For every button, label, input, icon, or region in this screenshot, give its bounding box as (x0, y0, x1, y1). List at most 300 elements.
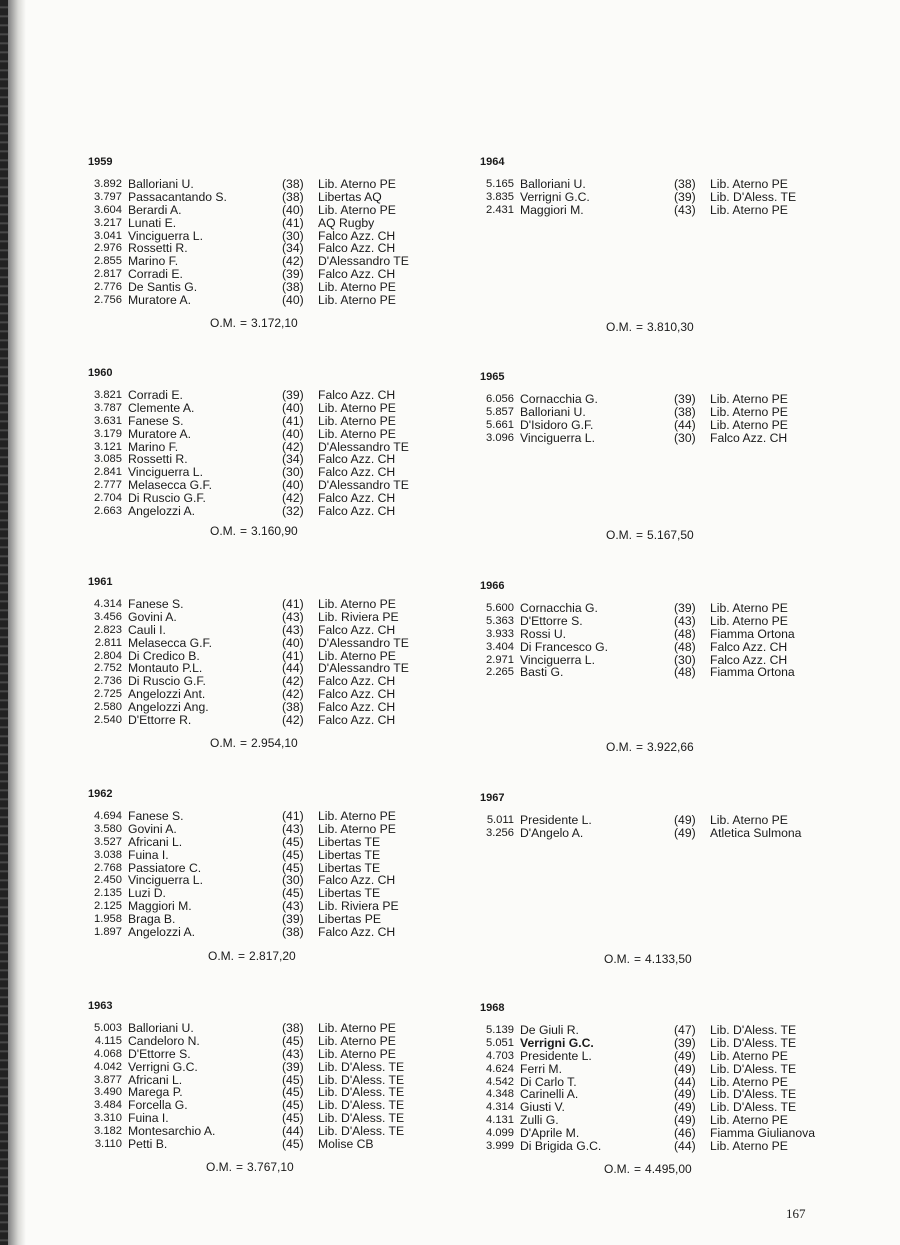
age-category: (30) (282, 873, 304, 888)
age-category: (30) (282, 465, 304, 480)
score: 3.604 (94, 203, 122, 216)
om-summary (606, 740, 698, 754)
club-name: Falco Azz. CH (318, 452, 396, 467)
age-category: (32) (282, 504, 304, 519)
club-name: Falco Azz. CH (710, 652, 788, 667)
athlete-name: D'Angelo A. (520, 825, 584, 840)
club-name: Libertas TE (318, 886, 381, 901)
result-row (478, 178, 838, 191)
results-list (86, 178, 446, 307)
athlete-name: Passiatore C. (128, 860, 202, 875)
result-row (86, 428, 446, 441)
result-row (478, 602, 838, 615)
score: 3.179 (94, 427, 122, 440)
score: 2.976 (94, 242, 122, 255)
club-name: Lib. D'Aless. TE (318, 1085, 405, 1100)
club-name: Lib. D'Aless. TE (710, 189, 797, 204)
score: 2.971 (486, 653, 514, 666)
om-value: 2.954,10 (251, 736, 298, 750)
om-label: O.M. (210, 524, 236, 538)
athlete-name: Cauli I. (128, 622, 166, 637)
score: 3.787 (94, 401, 122, 414)
results-list (478, 602, 838, 679)
score: 4.099 (486, 1127, 514, 1140)
club-name: Lib. Aterno PE (318, 426, 396, 441)
om-equals: = (240, 524, 248, 538)
club-name: Lib. Aterno PE (710, 1048, 788, 1063)
result-row (478, 1050, 838, 1063)
om-value: 3.767,10 (247, 1160, 294, 1174)
club-name: Libertas AQ (318, 189, 382, 204)
age-category: (45) (282, 886, 304, 901)
club-name: Falco Azz. CH (318, 873, 396, 888)
age-category: (38) (674, 404, 696, 419)
age-category: (42) (282, 439, 304, 454)
om-equals: = (636, 740, 644, 754)
club-name: Lib. Aterno PE (318, 809, 396, 823)
athlete-name: Fanese S. (128, 809, 184, 823)
club-name: Atletica Sulmona (710, 825, 802, 840)
age-category: (38) (282, 177, 304, 191)
om-value: 3.810,30 (647, 320, 694, 334)
score: 4.115 (94, 1034, 122, 1047)
score: 3.041 (94, 229, 122, 242)
om-equals: = (634, 952, 642, 966)
athlete-name: Africani L. (128, 834, 183, 849)
club-name: Falco Azz. CH (318, 267, 396, 282)
om-label: O.M. (606, 320, 632, 334)
club-name: D'Alessandro TE (318, 478, 409, 493)
result-row (86, 204, 446, 217)
club-name: Libertas PE (318, 912, 382, 927)
club-name: Lib. Aterno PE (318, 177, 396, 191)
age-category: (44) (282, 661, 304, 676)
age-category: (34) (282, 241, 304, 256)
athlete-name: Fanese S. (128, 597, 184, 611)
score: 4.131 (486, 1114, 514, 1127)
result-row (86, 714, 446, 727)
club-name: Libertas TE (318, 860, 381, 875)
club-name: Falco Azz. CH (318, 491, 396, 506)
age-category: (30) (674, 430, 696, 445)
age-category: (49) (674, 1100, 696, 1115)
age-category: (40) (282, 426, 304, 441)
age-category: (45) (282, 1072, 304, 1087)
om-summary (206, 1160, 298, 1174)
athlete-name: Giusti V. (520, 1100, 565, 1115)
age-category: (34) (282, 452, 304, 467)
age-category: (47) (674, 1023, 696, 1037)
score: 5.661 (486, 418, 514, 431)
score: 2.855 (94, 255, 122, 268)
age-category: (39) (282, 388, 304, 402)
athlete-name: Candeloro N. (128, 1033, 200, 1048)
club-name: Lib. D'Aless. TE (710, 1035, 797, 1050)
age-category: (39) (674, 189, 696, 204)
club-name: Fiamma Ortona (710, 626, 795, 641)
score: 4.314 (486, 1101, 514, 1114)
club-name: D'Alessandro TE (318, 439, 409, 454)
om-label: O.M. (206, 1160, 232, 1174)
age-category: (41) (282, 648, 304, 663)
age-category: (41) (282, 413, 304, 428)
age-category: (39) (674, 601, 696, 615)
club-name: Lib. D'Aless. TE (710, 1087, 797, 1102)
score: 2.823 (94, 623, 122, 636)
age-category: (40) (282, 202, 304, 217)
result-row (86, 598, 446, 611)
age-category: (30) (282, 228, 304, 243)
athlete-name: D'Isidoro G.F. (520, 417, 594, 432)
score: 3.085 (94, 453, 122, 466)
om-label: O.M. (210, 316, 236, 330)
result-row (86, 415, 446, 428)
athlete-name: Di Francesco G. (520, 639, 609, 654)
score: 1.958 (94, 913, 122, 926)
result-row (478, 1140, 838, 1153)
age-category: (49) (674, 1048, 696, 1063)
score: 3.182 (94, 1125, 122, 1138)
athlete-name: Forcella G. (128, 1098, 188, 1113)
athlete-name: Balloriani U. (128, 177, 194, 191)
year-heading: 1965 (480, 371, 505, 383)
results-list (478, 1024, 838, 1153)
year-heading: 1966 (480, 580, 505, 592)
athlete-name: Petti B. (128, 1137, 168, 1152)
om-equals: = (240, 316, 248, 330)
club-name: Fiamma Ortona (710, 665, 795, 680)
age-category: (45) (282, 1137, 304, 1152)
athlete-name: Angelozzi A. (128, 504, 196, 519)
score: 2.811 (94, 636, 122, 649)
club-name: Falco Azz. CH (318, 687, 396, 702)
athlete-name: Lunati E. (128, 215, 177, 230)
year-heading: 1964 (480, 156, 505, 168)
score: 2.704 (94, 492, 122, 505)
age-category: (43) (674, 613, 696, 628)
age-category: (49) (674, 1087, 696, 1102)
age-category: (40) (282, 635, 304, 650)
result-row (478, 406, 838, 419)
athlete-name: Verrigni G.C. (520, 1035, 594, 1050)
om-equals: = (636, 320, 644, 334)
athlete-name: Zulli G. (520, 1113, 559, 1128)
result-row (86, 294, 446, 307)
club-name: Molise CB (318, 1137, 374, 1152)
club-name: Lib. Aterno PE (318, 1033, 396, 1048)
athlete-name: D'Ettorre S. (520, 613, 583, 628)
age-category: (48) (674, 665, 696, 680)
club-name: Lib. Aterno PE (318, 1046, 396, 1061)
score: 2.540 (94, 714, 122, 727)
club-name: Falco Azz. CH (710, 639, 788, 654)
result-row (86, 1061, 446, 1074)
score: 2.135 (94, 887, 122, 900)
score: 5.857 (486, 405, 514, 418)
club-name: Lib. Riviera PE (318, 609, 399, 624)
age-category: (40) (282, 293, 304, 308)
score: 4.703 (486, 1049, 514, 1062)
athlete-name: D'Aprile M. (520, 1126, 580, 1141)
age-category: (38) (282, 925, 304, 940)
club-name: Falco Azz. CH (318, 504, 396, 519)
athlete-name: Luzi D. (128, 886, 166, 901)
score: 5.600 (486, 602, 514, 614)
score: 4.068 (94, 1047, 122, 1060)
result-row (478, 419, 838, 432)
athlete-name: Balloriani U. (520, 404, 586, 419)
athlete-name: Di Credico B. (128, 648, 200, 663)
age-category: (45) (282, 847, 304, 862)
athlete-name: Di Brigida G.C. (520, 1139, 602, 1154)
om-equals: = (240, 736, 248, 750)
athlete-name: Passacantando S. (128, 189, 227, 204)
age-category: (42) (282, 674, 304, 689)
age-category: (38) (674, 177, 696, 191)
club-name: Lib. Aterno PE (710, 417, 788, 432)
result-row (86, 505, 446, 518)
age-category: (43) (282, 821, 304, 836)
score: 3.892 (94, 178, 122, 190)
score: 4.694 (94, 810, 122, 822)
score: 3.456 (94, 610, 122, 623)
results-list (86, 389, 446, 518)
athlete-name: Vinciguerra L. (128, 465, 203, 480)
club-name: Lib. Aterno PE (318, 821, 396, 836)
age-category: (43) (674, 202, 696, 217)
result-row (86, 217, 446, 230)
athlete-name: Verrigni G.C. (520, 189, 590, 204)
score: 3.310 (94, 1112, 122, 1125)
om-label: O.M. (606, 528, 632, 542)
score: 3.256 (486, 826, 514, 839)
age-category: (49) (674, 1113, 696, 1128)
score: 3.490 (94, 1086, 122, 1099)
score: 4.314 (94, 598, 122, 610)
club-name: Falco Azz. CH (710, 430, 788, 445)
year-heading: 1962 (88, 788, 113, 800)
age-category: (45) (282, 834, 304, 849)
score: 3.217 (94, 216, 122, 229)
athlete-name: De Giuli R. (520, 1023, 579, 1037)
club-name: Libertas TE (318, 847, 381, 862)
club-name: Lib. Riviera PE (318, 899, 399, 914)
club-name: Lib. D'Aless. TE (318, 1124, 405, 1139)
athlete-name: Marino F. (128, 254, 179, 269)
score: 2.580 (94, 701, 122, 714)
score: 3.999 (486, 1140, 514, 1153)
club-name: Falco Azz. CH (318, 700, 396, 715)
score: 2.776 (94, 281, 122, 294)
results-list (86, 598, 446, 727)
athlete-name: Montesarchio A. (128, 1124, 216, 1139)
athlete-name: Ferri M. (520, 1061, 562, 1076)
score: 4.542 (486, 1075, 514, 1088)
athlete-name: Corradi E. (128, 388, 183, 402)
athlete-name: Clemente A. (128, 400, 195, 415)
result-row (478, 191, 838, 204)
score: 2.817 (94, 268, 122, 281)
year-heading: 1960 (88, 367, 113, 379)
age-category: (45) (282, 1111, 304, 1126)
athlete-name: Di Carlo T. (520, 1074, 577, 1089)
athlete-name: Marino F. (128, 439, 179, 454)
om-summary (210, 524, 302, 538)
club-name: Lib. Aterno PE (318, 1021, 396, 1035)
athlete-name: Vinciguerra L. (520, 430, 595, 445)
om-summary (604, 1162, 696, 1176)
athlete-name: Govini A. (128, 821, 177, 836)
book-binding-edge (0, 0, 8, 1245)
score: 3.096 (486, 431, 514, 444)
club-name: Lib. Aterno PE (710, 601, 788, 615)
score: 3.877 (94, 1073, 122, 1086)
athlete-name: Di Ruscio G.F. (128, 674, 206, 689)
year-heading: 1961 (88, 576, 113, 588)
athlete-name: Vinciguerra L. (128, 228, 203, 243)
result-row (478, 628, 838, 641)
score: 3.484 (94, 1099, 122, 1112)
om-equals: = (634, 1162, 642, 1176)
athlete-name: Maggiori M. (520, 202, 584, 217)
athlete-name: De Santis G. (128, 280, 198, 295)
om-label: O.M. (606, 740, 632, 754)
score: 2.265 (486, 666, 514, 679)
age-category: (40) (282, 478, 304, 493)
age-category: (39) (674, 392, 696, 406)
age-category: (39) (674, 1035, 696, 1050)
age-category: (41) (282, 597, 304, 611)
athlete-name: Presidente L. (520, 813, 592, 827)
age-category: (43) (282, 609, 304, 624)
result-row (478, 666, 838, 679)
om-equals: = (238, 949, 246, 963)
om-value: 4.495,00 (645, 1162, 692, 1176)
year-heading: 1967 (480, 792, 505, 804)
age-category: (44) (674, 417, 696, 432)
club-name: Fiamma Giulianova (710, 1126, 815, 1141)
athlete-name: Basti G. (520, 665, 564, 680)
athlete-name: D'Ettorre S. (128, 1046, 191, 1061)
athlete-name: D'Ettorre R. (128, 713, 192, 728)
age-category: (39) (282, 1059, 304, 1074)
club-name: Falco Azz. CH (318, 622, 396, 637)
club-name: D'Alessandro TE (318, 635, 409, 650)
score: 2.752 (94, 662, 122, 675)
athlete-name: Vinciguerra L. (520, 652, 595, 667)
result-row (478, 1037, 838, 1050)
om-label: O.M. (604, 1162, 630, 1176)
om-label: O.M. (208, 949, 234, 963)
om-value: 2.817,20 (249, 949, 296, 963)
score: 2.431 (486, 203, 514, 216)
score: 5.139 (486, 1024, 514, 1036)
result-row (86, 926, 446, 939)
result-row (478, 204, 838, 217)
score: 2.450 (94, 874, 122, 887)
athlete-name: Braga B. (128, 912, 176, 927)
age-category: (46) (674, 1126, 696, 1141)
athlete-name: Vinciguerra L. (128, 873, 203, 888)
score: 3.110 (94, 1138, 122, 1151)
score: 5.165 (486, 178, 514, 190)
age-category: (42) (282, 687, 304, 702)
club-name: Lib. Aterno PE (318, 293, 396, 308)
age-category: (43) (282, 1046, 304, 1061)
athlete-name: Carinelli A. (520, 1087, 579, 1102)
club-name: Lib. D'Aless. TE (318, 1098, 405, 1113)
score: 2.725 (94, 688, 122, 701)
results-list (478, 393, 838, 445)
athlete-name: Melasecca G.F. (128, 635, 212, 650)
age-category: (38) (282, 1021, 304, 1035)
result-row (86, 849, 446, 862)
athlete-name: Muratore A. (128, 426, 191, 441)
om-value: 3.160,90 (251, 524, 298, 538)
om-value: 3.922,66 (647, 740, 694, 754)
om-value: 4.133,50 (645, 952, 692, 966)
om-value: 3.172,10 (251, 316, 298, 330)
club-name: Lib. Aterno PE (710, 813, 788, 827)
athlete-name: Muratore A. (128, 293, 191, 308)
club-name: Falco Azz. CH (318, 925, 396, 940)
athlete-name: Di Ruscio G.F. (128, 491, 206, 506)
club-name: Lib. D'Aless. TE (318, 1059, 405, 1074)
result-row (86, 810, 446, 823)
results-list (86, 1022, 446, 1151)
score: 6.056 (486, 393, 514, 405)
score: 3.631 (94, 414, 122, 427)
club-name: Lib. Aterno PE (710, 404, 788, 419)
result-row (478, 393, 838, 406)
club-name: Lib. Aterno PE (318, 280, 396, 295)
score: 4.042 (94, 1060, 122, 1073)
score: 3.038 (94, 848, 122, 861)
score: 5.051 (486, 1036, 514, 1049)
athlete-name: Govini A. (128, 609, 177, 624)
club-name: Libertas TE (318, 834, 381, 849)
result-row (478, 1024, 838, 1037)
score: 3.580 (94, 822, 122, 835)
om-label: O.M. (210, 736, 236, 750)
page-number: 167 (786, 1206, 806, 1221)
result-row (86, 1048, 446, 1061)
athlete-name: Corradi E. (128, 267, 183, 282)
age-category: (42) (282, 491, 304, 506)
club-name: Falco Azz. CH (318, 388, 396, 402)
score: 2.736 (94, 675, 122, 688)
result-row (86, 624, 446, 637)
athlete-name: Rossetti R. (128, 241, 188, 256)
age-category: (41) (282, 809, 304, 823)
score: 1.897 (94, 926, 122, 939)
club-name: Lib. Aterno PE (710, 613, 788, 628)
score: 3.797 (94, 190, 122, 203)
age-category: (45) (282, 860, 304, 875)
age-category: (44) (674, 1074, 696, 1089)
athlete-name: Maggiori M. (128, 899, 192, 914)
score: 5.363 (486, 614, 514, 627)
club-name: AQ Rugby (318, 215, 375, 230)
athlete-name: Cornacchia G. (520, 392, 598, 406)
club-name: Lib. D'Aless. TE (710, 1061, 797, 1076)
athlete-name: Montauto P.L. (128, 661, 203, 676)
score: 3.933 (486, 627, 514, 640)
score: 2.804 (94, 649, 122, 662)
score: 5.003 (94, 1022, 122, 1034)
result-row (86, 1138, 446, 1151)
results-list (478, 814, 838, 840)
